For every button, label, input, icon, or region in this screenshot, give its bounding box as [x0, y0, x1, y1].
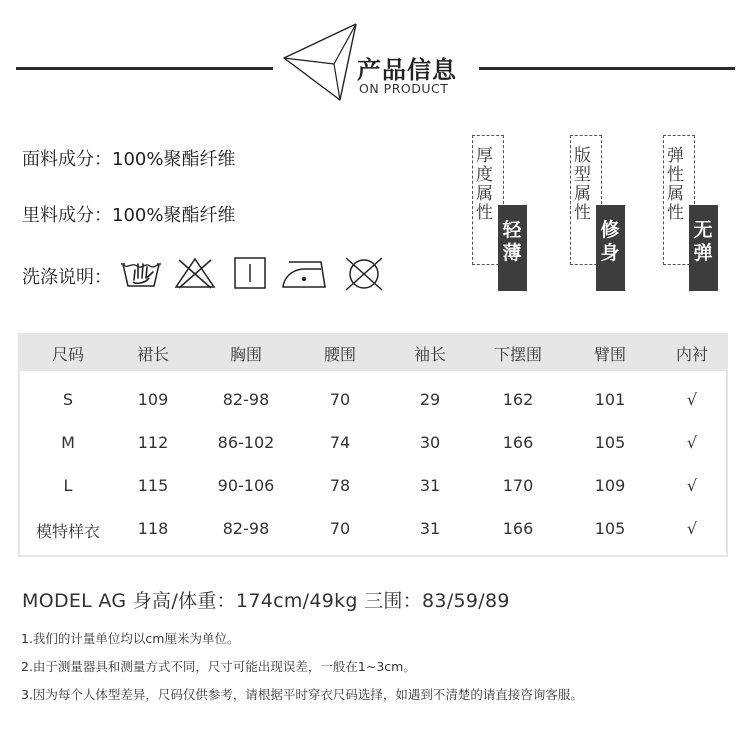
table-cell: 90-106: [217, 476, 275, 495]
fabric-lining: 里料成分：100%聚酯纤维: [22, 205, 236, 226]
table-cell: 31: [419, 519, 441, 538]
attribute-value-tag: [689, 205, 718, 291]
column-header: 裙长: [136, 345, 169, 364]
no-bleach-icon: [173, 256, 217, 290]
table-cell: √: [686, 433, 698, 452]
note-3: 3.因为每个人体型差异，尺码仅供参考，请根据平时穿衣尺码选择，如遇到不清楚的请直接咨询客服。: [21, 687, 583, 702]
table-cell: 82-98: [222, 390, 270, 409]
table-cell: 170: [502, 476, 534, 495]
table-cell: S: [62, 390, 74, 409]
table-cell: 109: [137, 390, 169, 409]
column-header: 袖长: [413, 345, 446, 364]
iron-low-icon: [281, 256, 327, 290]
table-cell: 78: [329, 476, 351, 495]
attribute-value-tag: [596, 205, 625, 291]
column-header: 胸围: [229, 345, 262, 364]
attribute-name: 版型属性: [574, 146, 591, 223]
attribute-name: 弹性属性: [667, 146, 684, 223]
column-header: 腰围: [323, 345, 356, 364]
attribute-name: 厚度属性: [476, 146, 493, 223]
table-cell: 105: [594, 433, 626, 452]
paper-plane-icon: [282, 22, 358, 102]
hand-wash-icon: [119, 256, 163, 292]
table-cell: 166: [502, 519, 534, 538]
table-cell: 70: [329, 519, 351, 538]
table-cell: 162: [502, 390, 534, 409]
table-cell: 109: [594, 476, 626, 495]
attribute-value: 无弹: [693, 219, 713, 264]
table-cell: √: [686, 519, 698, 538]
header-rule-left: [16, 67, 273, 70]
attribute-value: 修身: [600, 219, 620, 264]
table-cell: L: [63, 476, 73, 495]
column-header: 下摆围: [493, 345, 542, 364]
table-cell: √: [686, 476, 698, 495]
fabric-outer: 面料成分：100%聚酯纤维: [22, 149, 236, 170]
table-cell: 70: [329, 390, 351, 409]
header-rule-right: [479, 67, 735, 70]
attribute-value-tag: [498, 205, 527, 291]
size-table-header: [20, 335, 726, 371]
table-cell: M: [61, 433, 75, 452]
table-cell: √: [686, 390, 698, 409]
table-cell: 101: [594, 390, 626, 409]
table-cell: 112: [137, 433, 169, 452]
note-1: 1.我们的计量单位均以cm厘米为单位。: [21, 631, 240, 646]
table-cell: 105: [594, 519, 626, 538]
table-cell: 30: [419, 433, 441, 452]
note-2: 2.由于测量器具和测量方式不同，尺寸可能出现误差，一般在1~3cm。: [21, 659, 416, 674]
table-cell: 82-98: [222, 519, 270, 538]
section-subtitle: ON PRODUCT: [359, 81, 449, 96]
size-table: [18, 333, 728, 557]
table-cell: 模特样衣: [35, 522, 100, 541]
column-header: 臂围: [593, 345, 626, 364]
no-dry-clean-icon: [341, 256, 387, 292]
wash-instructions-label: 洗涤说明：: [22, 267, 112, 288]
model-info: MODEL AG 身高/体重：174cm/49kg 三围：83/59/89: [22, 590, 510, 612]
table-cell: 166: [502, 433, 534, 452]
attribute-value: 轻薄: [502, 219, 522, 264]
table-cell: 29: [419, 390, 441, 409]
table-cell: 74: [329, 433, 351, 452]
section-title: 产品信息: [357, 55, 457, 84]
table-cell: 118: [137, 519, 169, 538]
column-header: 尺码: [51, 345, 84, 364]
table-cell: 115: [137, 476, 169, 495]
table-cell: 31: [419, 476, 441, 495]
hang-dry-icon: [233, 256, 267, 290]
table-cell: 86-102: [217, 433, 275, 452]
column-header: 内衬: [675, 345, 708, 364]
